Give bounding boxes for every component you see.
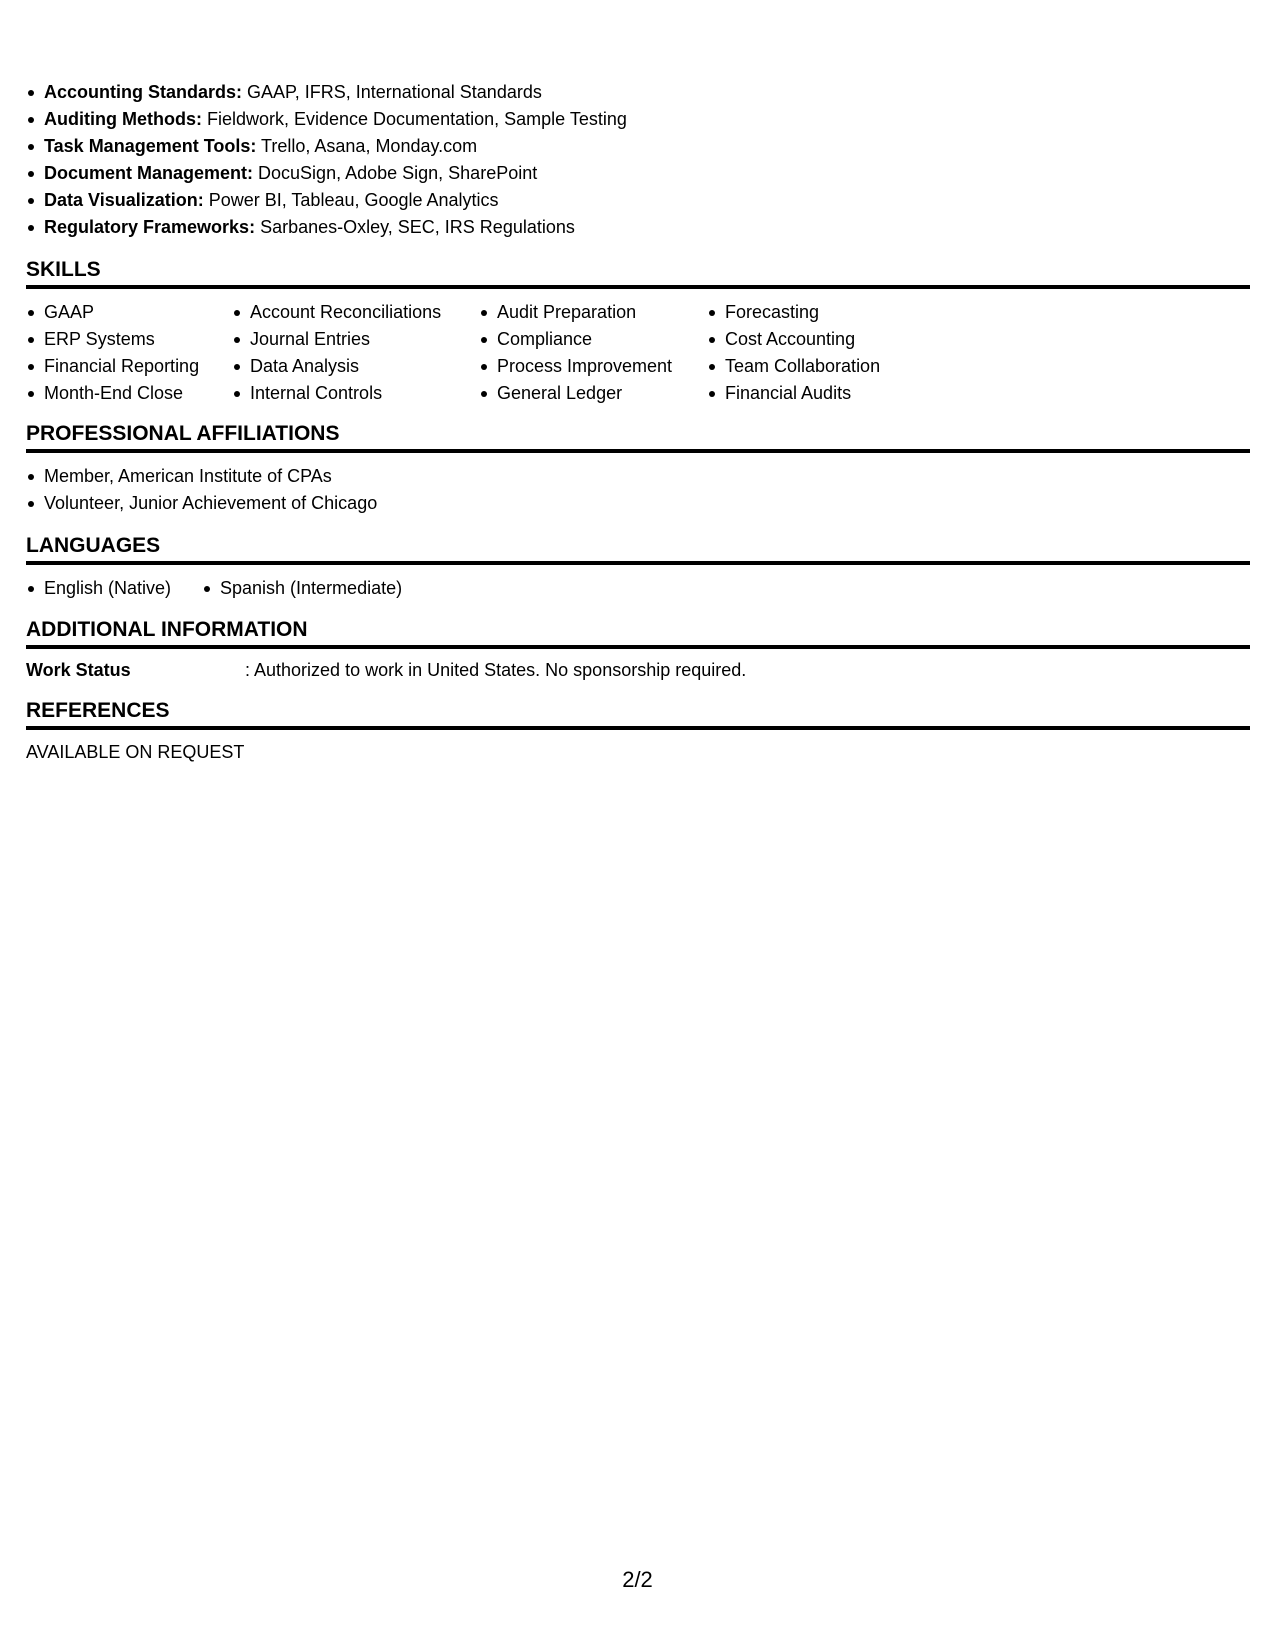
page-number: 2/2 [622,1567,653,1592]
skill-item: Cost Accounting [707,326,880,353]
skill-item: Audit Preparation [479,299,672,326]
list-item [26,187,627,214]
skill-item: GAAP [26,299,199,326]
tool-category-value: DocuSign, Adobe Sign, SharePoint [253,163,538,183]
list-item [26,79,627,106]
affiliation-item: Member, American Institute of CPAs [26,463,377,490]
tool-category-label: Task Management Tools: [44,136,257,156]
list-item [26,214,627,241]
skill-item: ERP Systems [26,326,199,353]
tool-category-label: Regulatory Frameworks: [44,217,256,237]
skill-item: Internal Controls [232,380,441,407]
languages-heading: LANGUAGES [26,533,1250,565]
tool-category-value: Sarbanes-Oxley, SEC, IRS Regulations [255,217,575,237]
skill-item: Journal Entries [232,326,441,353]
language-item: English (Native) [26,575,171,602]
additional-information-heading: ADDITIONAL INFORMATION [26,617,1250,649]
skill-item: Data Analysis [232,353,441,380]
skill-item: General Ledger [479,380,672,407]
references-text: AVAILABLE ON REQUEST [26,742,245,762]
tool-category-label: Accounting Standards: [44,82,243,102]
tool-category-label: Auditing Methods: [44,109,202,129]
skills-column-4 [707,299,880,407]
work-status-value: : Authorized to work in United States. No sponsorship required. [245,660,747,680]
skill-item: Month-End Close [26,380,199,407]
skills-heading: SKILLS [26,257,1250,289]
work-status-label: Work Status [26,660,131,680]
list-item [26,133,627,160]
skill-item: Team Collaboration [707,353,880,380]
language-item: Spanish (Intermediate) [202,575,402,602]
skills-column-1 [26,299,199,407]
skill-item: Forecasting [707,299,880,326]
skills-column-2 [232,299,441,407]
skills-column-3 [479,299,672,407]
skill-item: Financial Audits [707,380,880,407]
tool-category-value: Fieldwork, Evidence Documentation, Sample Testing [201,109,627,129]
skill-item: Account Reconciliations [232,299,441,326]
tool-category-label: Document Management: [44,163,254,183]
tool-category-value: Trello, Asana, Monday.com [256,136,478,156]
tool-category-label: Data Visualization: [44,190,204,210]
skill-item: Process Improvement [479,353,672,380]
affiliations-heading: PROFESSIONAL AFFILIATIONS [26,421,1250,453]
affiliations-list [26,463,377,517]
list-item [26,160,627,187]
skill-item: Financial Reporting [26,353,199,380]
list-item [26,106,627,133]
technical-tools-list [26,79,627,241]
tool-category-value: GAAP, IFRS, International Standards [242,82,542,102]
tool-category-value: Power BI, Tableau, Google Analytics [203,190,499,210]
affiliation-item: Volunteer, Junior Achievement of Chicago [26,490,377,517]
references-heading: REFERENCES [26,698,1250,730]
skill-item: Compliance [479,326,672,353]
